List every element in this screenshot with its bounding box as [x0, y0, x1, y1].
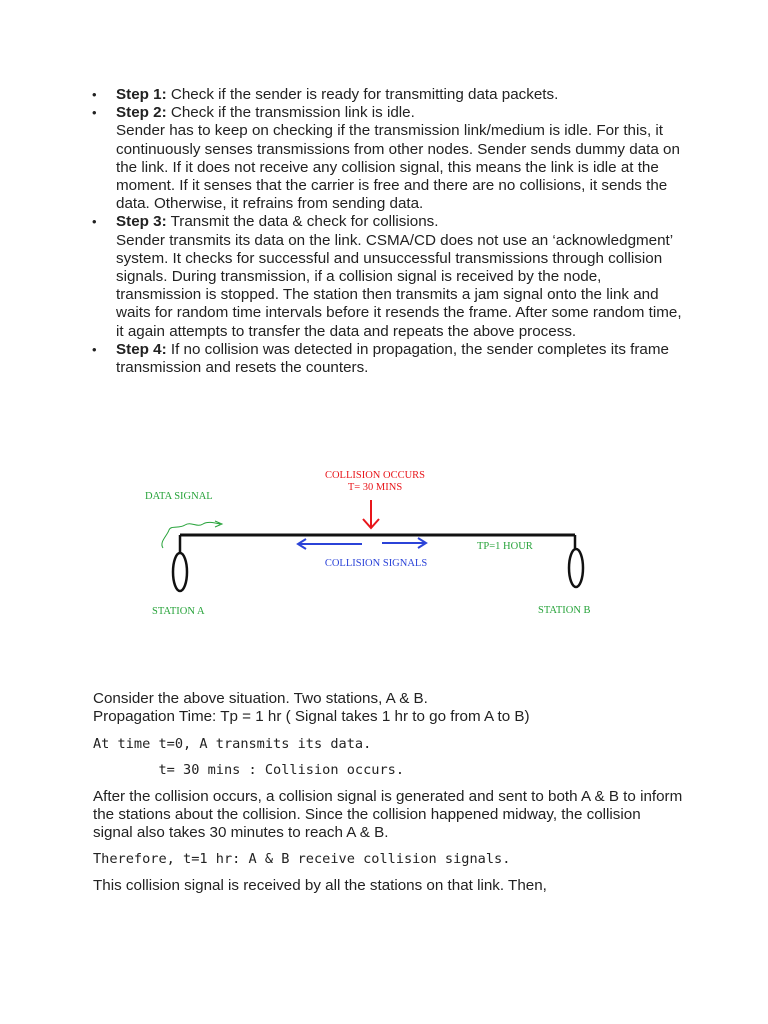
step-4 — [92, 341, 682, 377]
station-a-node-icon — [173, 553, 187, 591]
step-3-label: Step 3: — [116, 213, 167, 231]
step-2-body: Sender has to keep on checking if the transmission link/medium is idle. For this, it continuously senses transmissions from other nodes. Sender sends dummy data on the link. If it does not receive any collision signal, this means the link is idle at the moment. If it senses that the carrier is free and there are no collisions, it sends the data. Otherwise, it refrains from sending data. — [116, 122, 680, 213]
step-2-label: Step 2: — [116, 104, 167, 122]
code-line-2: t= 30 mins : Collision occurs. — [93, 762, 404, 778]
csma-cd-diagram — [140, 462, 620, 630]
step-3-title: Transmit the data & check for collisions. — [170, 213, 439, 231]
collision-signal-arrows-icon — [298, 538, 426, 549]
step-2-title: Check if the transmission link is idle. — [170, 104, 415, 122]
collision-time-label: T= 30 MINS — [347, 482, 403, 493]
explanation-line-1: Consider the above situation. Two stations, A & B. — [93, 690, 428, 707]
explanation-last-line: This collision signal is received by all the stations on that link. Then, — [93, 877, 547, 894]
step-1 — [92, 86, 682, 104]
station-b-label: STATION B — [538, 605, 591, 616]
explanation-paragraph: After the collision occurs, a collision signal is generated and sent to both A & B to inform the stations about the collision. Since the collision happened midway, the collision signal also takes 30 minutes to reach A & B. — [93, 788, 683, 842]
explanation-line-2: Propagation Time: Tp = 1 hr ( Signal takes 1 hr to go from A to B) — [93, 708, 530, 725]
station-a-label: STATION A — [152, 606, 205, 617]
collision-signals-label: COLLISION SIGNALS — [324, 558, 428, 569]
step-4-label: Step 4: — [116, 340, 167, 358]
station-b-node-icon — [569, 549, 583, 587]
step-1-label: Step 1: — [116, 86, 167, 103]
step-3-body: Sender transmits its data on the link. CSMA/CD does not use an ‘acknowledgment’ system. It checks for successful and unsuccessful transmissions through collision signals. During transmission, if a collision signal is received by the node, transmission is stopped. The station then transmits a jam signal onto the link and waits for random time intervals before it resends the frame. After some random time, it again attempts to transfer the data and repeats the above process. — [116, 231, 682, 340]
collision-arrow-icon — [363, 500, 379, 528]
steps-list — [92, 86, 682, 377]
code-line-1: At time t=0, A transmits its data. — [93, 736, 372, 752]
collision-occurs-label: COLLISION OCCURS — [324, 470, 426, 481]
step-4-title: If no collision was detected in propagation, the sender completes its frame transmission and resets the counters. — [116, 340, 669, 377]
step-1-title: Check if the sender is ready for transmitting data packets. — [170, 86, 559, 103]
code-line-3: Therefore, t=1 hr: A & B receive collision signals. — [93, 851, 511, 867]
data-signal-label: DATA SIGNAL — [145, 491, 213, 502]
step-2 — [92, 104, 682, 213]
step-3 — [92, 213, 682, 340]
tp-label: TP=1 HOUR — [477, 541, 533, 552]
